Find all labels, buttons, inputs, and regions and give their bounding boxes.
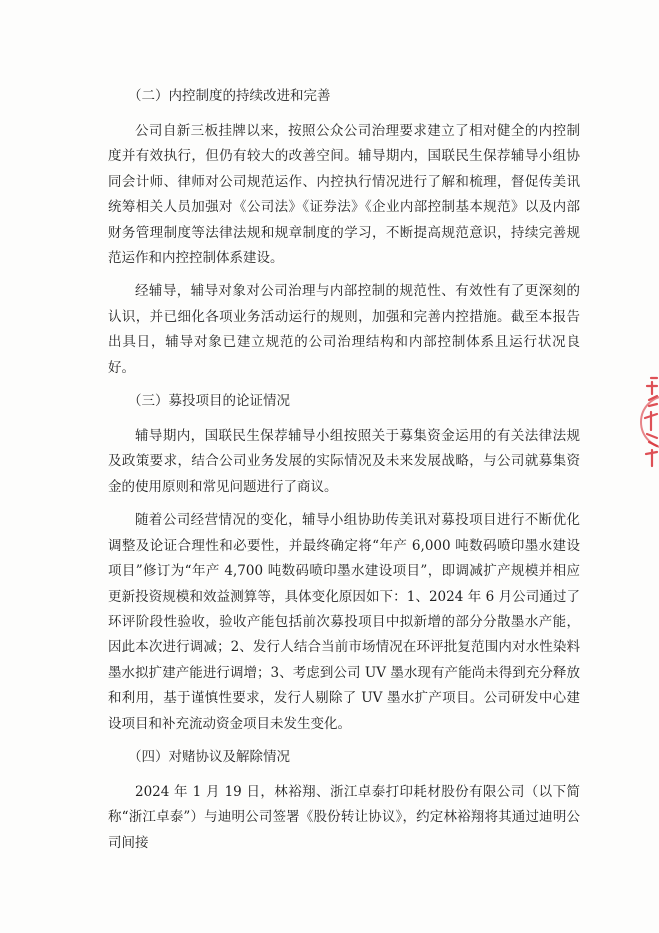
paragraph: 辅导期内，国联民生保荐辅导小组按照关于募集资金运用的有关法律法规及政策要求，结合公司业务发展的实际情况及未来发展战略，与公司就募集资金的使用原则和常见问题进行了商议。 [108, 428, 580, 495]
section-heading: （二）内控制度的持续改进和完善 [128, 88, 331, 104]
section-heading: （三）募投项目的论证情况 [128, 393, 290, 410]
paragraph: 2024 年 1 月 19 日，林裕翔、浙江卓泰打印耗材股份有限公司（以下简称“浙江卓泰”）与迪明公司签署《股份转让协议》，约定林裕翔将其通过迪明公司间接 [108, 783, 580, 851]
paragraph: 随着公司经营情况的变化，辅导小组协助传美讯对募投项目进行不断优化调整及论证合理性和必要性，并最终确定将“年产 6,000 吨数码喷印墨水建设项目”修订为“年产 4,700 吨数码喷印墨水建设项目”，即调减扩产规模并相应更新投资规模和效益测算等，具体变化原因如下：1、2024 年 6 月公司通过了环评阶段性验收，验收产能包括前次募投项目中拟新增的部分分散墨水产能，因此本次进行调减；2、发行人结合当前市场情况在环评批复范围内对水性染料墨水拟扩建产能进行调增；3、考虑到公司 UV 墨水现有产能尚未得到充分释放和利用，基于谨慎性要求，发行人剔除了 UV 墨水扩产项目。公司研发中心建设项目和补充流动资金项目未发生变化。 [108, 512, 580, 732]
seal-stamp-edge [637, 372, 659, 472]
section-internal-control [108, 84, 580, 381]
section-heading: （四）对赌协议及解除情况 [128, 748, 290, 765]
paragraph: 经辅导，辅导对象对公司治理与内部控制的规范性、有效性有了更深刻的认识，并已细化各项业务活动运行的规则，加强和完善内控措施。截至本报告出具日，辅导对象已建立规范的公司治理结构和内部控制体系且运行状况良好。 [108, 283, 580, 376]
section-fundraising-projects [108, 389, 580, 737]
section-vam-agreement [108, 745, 580, 856]
paragraph: 公司自新三板挂牌以来，按照公众公司治理要求建立了相对健全的内控制度并有效执行，但仍有较大的改善空间。辅导期内，国联民生保荐辅导小组协同会计师、律师对公司规范运作、内控执行情况进行了解和梳理，督促传美讯统筹相关人员加强对《公司法》《证券法》《企业内部控制基本规范》以及内部财务管理制度等法律法规和规章制度的学习，不断提高规范意识，持续完善规范运作和内控控制体系建设。 [108, 123, 580, 267]
document-body [108, 84, 580, 864]
